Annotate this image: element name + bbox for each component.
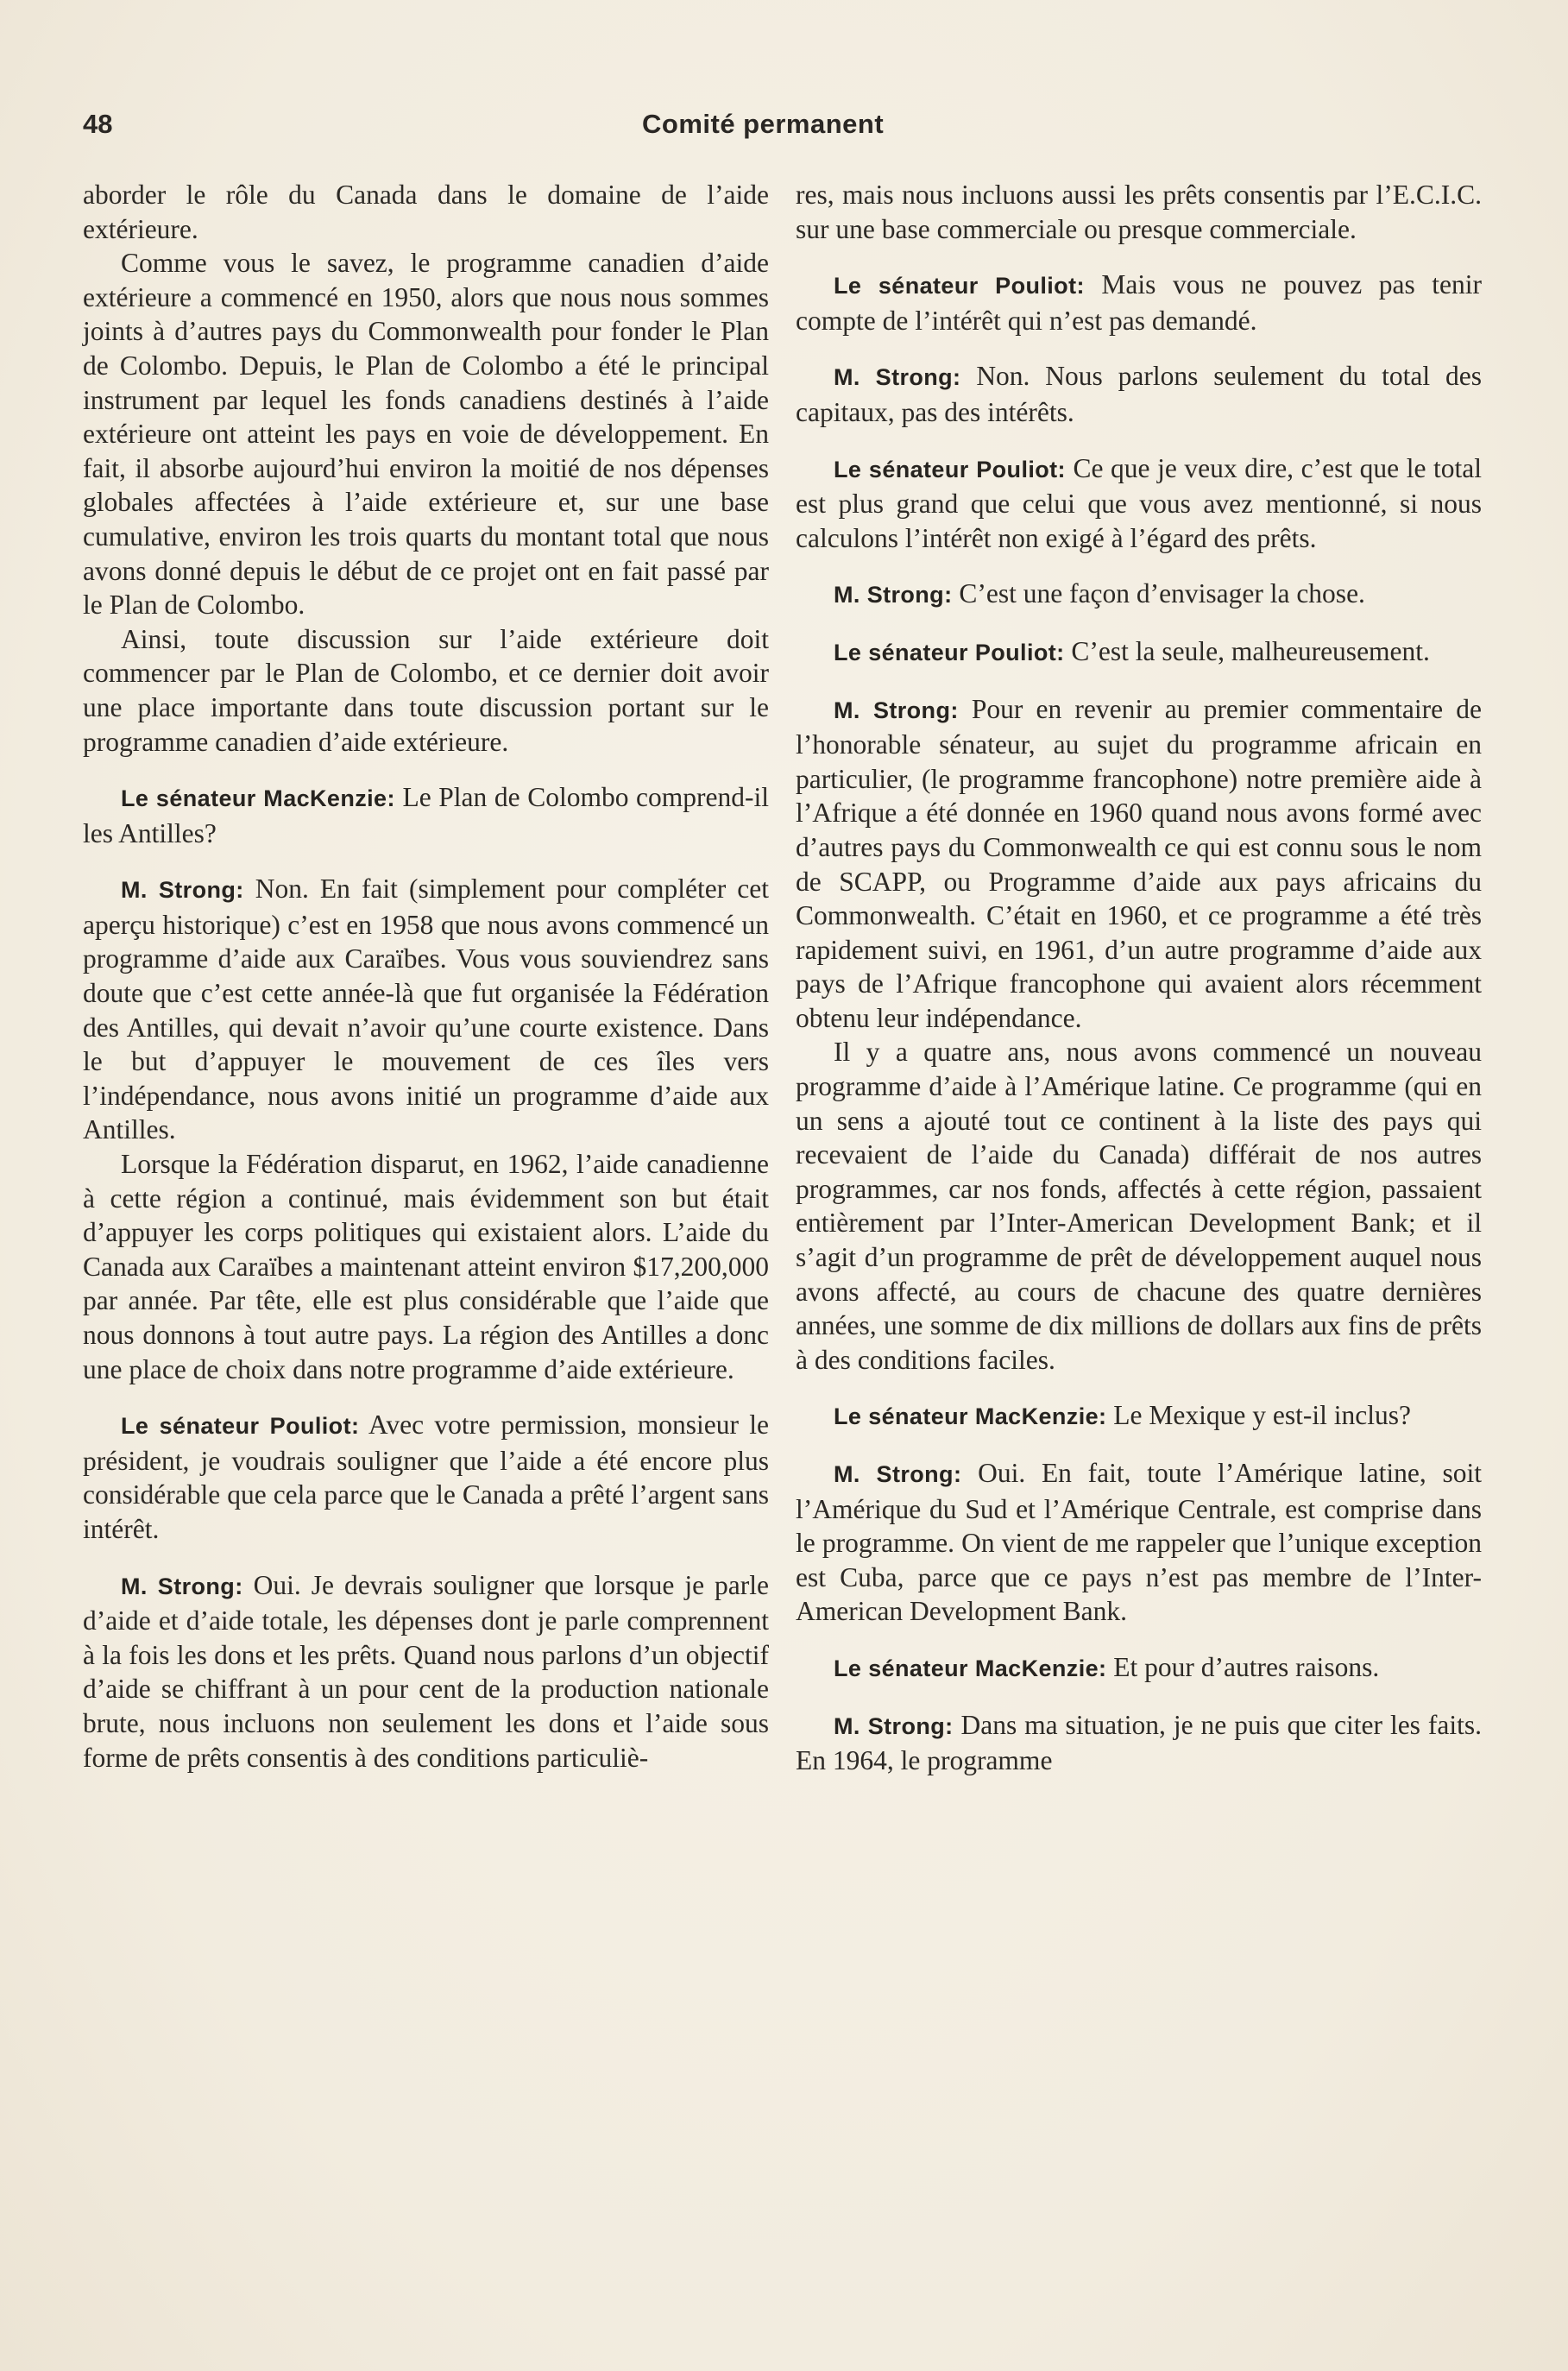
- paragraph: Lorsque la Fédération disparut, en 1962, l’aide canadienne à cette région a continué, mais évidemment son but était d’appuyer les corps politiques qui existaient alors. L’aide du Canada aux Caraïbes a maintenant atteint environ $17,200,000 par année. Par tête, elle est plus considérable que l’aide que nous donnons à tout autre pays. La région des Antilles a donc une place de choix dans notre programme d’aide extérieure.: [83, 1149, 769, 1384]
- speaker-name: Le sénateur Pouliot:: [834, 456, 1066, 482]
- speaker-name: M. Strong:: [121, 1573, 243, 1599]
- speech-paragraph: M. Strong: C’est une façon d’envisager la chose.: [834, 578, 1365, 609]
- speaker-name: M. Strong:: [834, 1712, 954, 1739]
- speech-paragraph: M. Strong: Oui. Je devrais souligner que lorsque je parle d’aide et d’aide totale, les dépenses dont je parle comprennent à la fois les dons et les prêts. Quand nous parlons d’un objectif d’aide se chiffrant à un pour cent de la production nationale brute, nous incluons non seulement les dons et l’aide sous forme de prêts consentis à des conditions particuliè-: [83, 1569, 769, 1773]
- right-column: [796, 178, 1482, 1778]
- speech-paragraph: Le sénateur MacKenzie: Le Mexique y est-il inclus?: [834, 1400, 1411, 1431]
- speaker-name: M. Strong:: [834, 364, 961, 391]
- speech-paragraph: M. Strong: Non. En fait (simplement pour compléter cet aperçu historique) c’est en 1958 que nous avons commencé un programme d’aide aux Caraïbes. Vous vous souviendrez sans doute que c’est cette année-là que fut organisée la Fédération des Antilles, qui devait n’avoir qu’une courte existence. Dans le but d’appuyer le mouvement de ces îles vers l’indépendance, nous avons initié un programme d’aide aux Antilles.: [83, 873, 769, 1145]
- speaker-name: M. Strong:: [834, 1461, 962, 1487]
- running-head: [83, 109, 1481, 152]
- speech-paragraph: Le sénateur MacKenzie: Le Plan de Colombo comprend-il les Antilles?: [83, 782, 770, 848]
- speech-paragraph: M. Strong: Non. Nous parlons seulement du total des capitaux, pas des intérêts.: [796, 361, 1482, 427]
- page-header-title: Comité permanent: [642, 109, 885, 139]
- speaker-name: Le sénateur MacKenzie:: [834, 1403, 1107, 1430]
- speech-paragraph: M. Strong: Dans ma situation, je ne puis que citer les faits. En 1964, le programme: [796, 1709, 1482, 1776]
- speaker-name: Le sénateur MacKenzie:: [121, 785, 395, 812]
- speaker-name: Le sénateur Pouliot:: [121, 1413, 360, 1440]
- page-number: 48: [83, 109, 113, 139]
- speech-paragraph: M. Strong: Pour en revenir au premier commentaire de l’honorable sénateur, au sujet du programme africain en particulier, (le programme francophone) notre première aide à l’Afrique a été donnée en 1960 quand nous avons formé avec d’autres pays du Commonwealth ce qui est connu sous le nom de SCAPP, ou Programme d’aide aux pays africains du Commonwealth. C’était en 1960, et ce programme a été très rapidement suivi, en 1961, d’un autre programme d’aide aux pays de l’Afrique francophone qui avaient alors récemment obtenu leur indépendance.: [796, 693, 1482, 1033]
- paragraph: Comme vous le savez, le programme canadien d’aide extérieure a commencé en 1950, alors que nous nous sommes joints à d’autres pays du Commonwealth pour fonder le Plan de Colombo. Depuis, le Plan de Colombo a été le principal instrument par lequel les fonds canadiens destinés à l’aide extérieure ont atteint les pays en voie de développement. En fait, il absorbe aujourd’hui environ la moitié de nos dépenses globales affectées à l’aide extérieure et, sur une base cumulative, environ les trois quarts du montant total que nous avons donné depuis le début de ce projet ont en fait passé par le Plan de Colombo.: [83, 248, 769, 621]
- speaker-name: M. Strong:: [121, 877, 244, 904]
- speech-paragraph: Le sénateur Pouliot: C’est la seule, malheureusement.: [834, 635, 1430, 666]
- speech-paragraph: Le sénateur Pouliot: Avec votre permission, monsieur le président, je voudrais souligner que l’aide a été encore plus considérable que cela parce que le Canada a prêté l’argent sans intérêt.: [83, 1409, 769, 1544]
- paragraph: Ainsi, toute discussion sur l’aide extérieure doit commencer par le Plan de Colombo, et ce dernier doit avoir une place importante dans toute discussion portant sur le programme canadien d’aide extérieure.: [83, 623, 769, 757]
- speech-paragraph: Le sénateur Pouliot: Ce que je veux dire, c’est que le total est plus grand que celui que vous avez mentionné, si nous calculons l’intérêt non exigé à l’égard des prêts.: [796, 452, 1482, 553]
- speaker-name: Le sénateur Pouliot:: [834, 639, 1065, 665]
- speech-paragraph: Le sénateur Pouliot: Mais vous ne pouvez pas tenir compte de l’intérêt qui n’est pas demandé.: [796, 269, 1482, 336]
- continued-paragraph: aborder le rôle du Canada dans le domaine de l’aide extérieure.: [83, 180, 769, 244]
- speaker-name: Le sénateur MacKenzie:: [834, 1655, 1107, 1681]
- speech-paragraph: M. Strong: Oui. En fait, toute l’Amérique latine, soit l’Amérique du Sud et l’Amérique Centrale, est comprise dans le programme. On vient de me rappeler que l’unique exception est Cuba, parce que ce pays n’est pas membre de l’Inter-American Development Bank.: [796, 1458, 1482, 1627]
- continued-paragraph: res, mais nous incluons aussi les prêts consentis par l’E.C.I.C. sur une base commerciale ou presque commerciale.: [796, 180, 1482, 244]
- left-column: [83, 178, 769, 1775]
- paragraph: Il y a quatre ans, nous avons commencé un nouveau programme d’aide à l’Amérique latine. Ce programme (qui en un sens a ajouté tout ce continent à la liste des pays qui recevaient de l’aide du Canada) différait de nos autres programmes, car nos fonds, affectés à cette région, passaient entièrement par l’Inter-American Development Bank; et il s’agit d’un programme de prêt de développement auquel nous avons affecté, au cours de chacune des quatre dernières années, une somme de dix millions de dollars aux fins de prêts à des conditions faciles.: [796, 1037, 1482, 1375]
- speech-paragraph: Le sénateur MacKenzie: Et pour d’autres raisons.: [834, 1651, 1380, 1682]
- speaker-name: M. Strong:: [834, 697, 959, 723]
- speaker-name: Le sénateur Pouliot:: [834, 273, 1085, 300]
- speaker-name: M. Strong:: [834, 582, 953, 609]
